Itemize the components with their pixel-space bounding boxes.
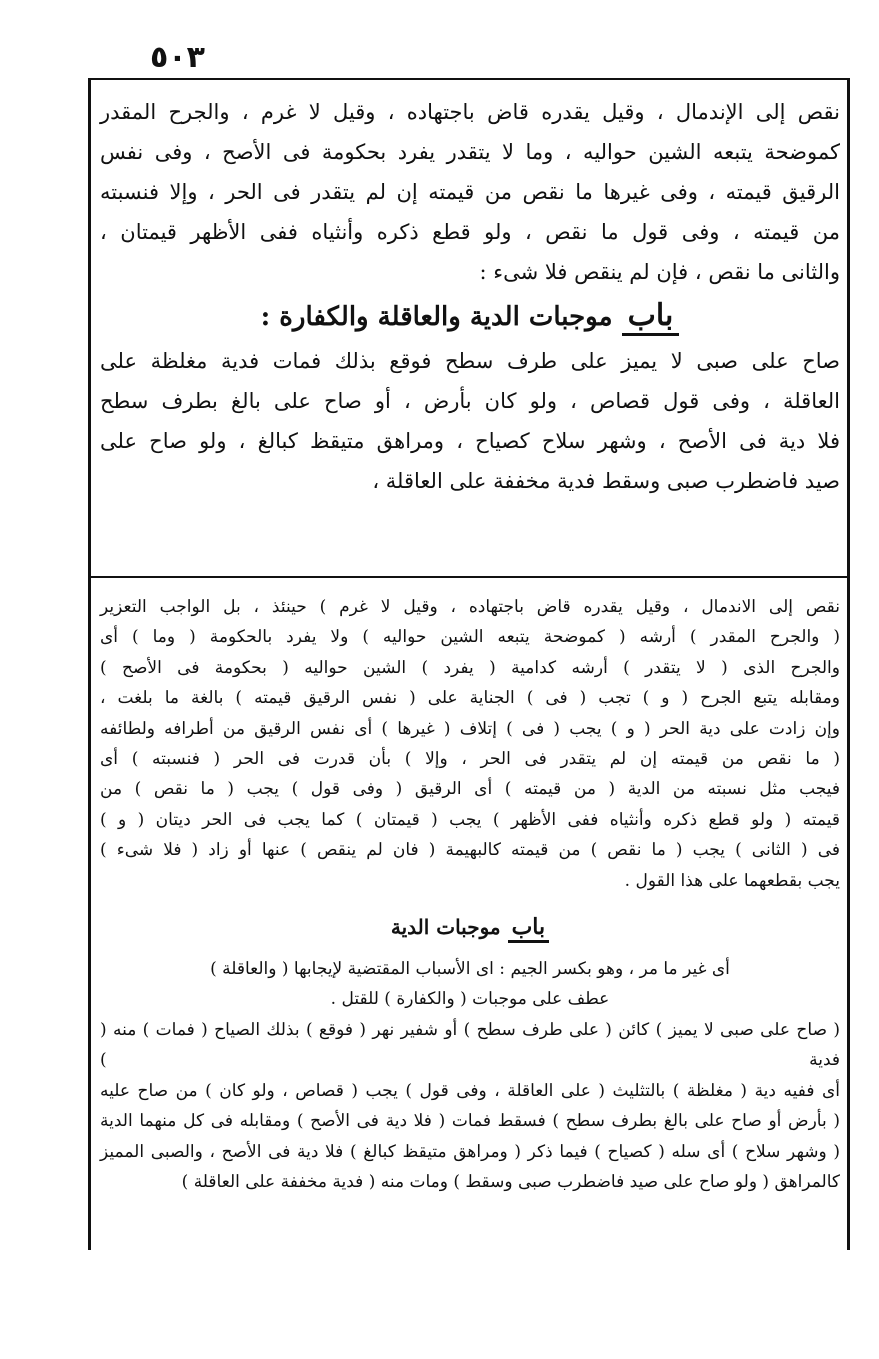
matn-line: فلا دية فى الأصح ، وشهر سلاح كصياح ، ومراهق متيقظ كبالغ ، ولو صاح على: [100, 429, 840, 453]
matn-line: صاح على صبى لا يميز على طرف سطح فوقع بذلك فمات فدية مغلظة على: [100, 349, 840, 373]
commentary-chapter-title: موجبات الدية: [390, 915, 501, 940]
matn-line: والثانى ما نقص ، فإن لم ينقص فلا شىء :: [479, 260, 840, 284]
sharh-line: ( بأرض أو صاح على بالغ بطرف سطح ) فسقط فمات ( فلا دية فى الأصح ) ومقابله فى كل منهما الدية: [100, 1111, 840, 1132]
sharh-line: وإن زادت على دية الحر ( و ) يجب ( فى ) إتلاف ( غيرها ) أى نفس الرقيق من أطرافه ولطائفه: [100, 718, 840, 739]
commentary-text: [100, 592, 840, 1197]
sharh-line: ومقابله يتبع الجرح ( و ) تجب ( فى ) الجناية على ( نفس الرقيق قيمته ) بالغة ما بلغت ،: [100, 688, 840, 709]
main-text: [100, 92, 840, 501]
sharh-line: ( صاح على صبى لا يميز ) كائن ( على طرف سطح ) أو شفير نهر ( فوقع ) بذلك الصياح ( فمات ) منه ( فدية ): [100, 1019, 840, 1071]
sharh-line: كالمراهق ( ولو صاح على صيد فاضطرب صبى وسقط ) ومات منه ( فدية مخففة على العاقلة ): [181, 1171, 840, 1192]
chapter-heading: [100, 292, 840, 341]
matn-line: الرقيق قيمته ، وفى غيرها ما نقص من قيمته إن لم يتقدر فى الحر ، وإلا فنسبته: [100, 180, 840, 204]
sharh-line: قيمته ( ولو قطع ذكره وأنثياه ففى الأظهر ) يجب ( قيمتان ) كما يجب فى الحر ديتان ( و ): [100, 809, 840, 830]
sharh-line: ( والجرح المقدر ) أرشه ( كموضحة يتبعه الشين حواليه ) ولا يفرد بالحكومة ( وما ) أى: [100, 627, 840, 648]
sharh-line: يجب بقطعهما على هذا القول .: [624, 870, 840, 891]
matn-line: صيد فاضطرب صبى وسقط فدية مخففة على العاقلة ،: [372, 469, 840, 493]
sharh-line: نقص إلى الاندمال ، وقيل يقدره قاض باجتهاده ، وقيل لا غرم ) حينئذ ، بل الواجب التعزير: [100, 597, 840, 617]
chapter-title: موجبات الدية والعاقلة والكفارة :: [260, 302, 613, 332]
section-divider: [90, 576, 848, 578]
page-number: ٥٠٣: [150, 40, 205, 75]
matn-line: من قيمته ، وفى قول ما نقص ، ولو قطع ذكره وأنثياه ففى الأظهر قيمتان ،: [100, 220, 840, 244]
sharh-line: عطف على موجبات ( والكفارة ) للقتل .: [330, 989, 610, 1010]
commentary-chapter-heading: [100, 910, 840, 944]
sharh-line: فيجب مثل نسبته من الدية ( من قيمته ) أى الرقيق ( وفى قول ) يجب ( ما نقص ) من: [100, 779, 840, 800]
sharh-line: ( ما نقص من قيمته إن لم يتقدر فى الحر ، وإلا ) بأن قدرت فى الحر ( فنسبته ) أى: [100, 749, 840, 770]
matn-line: العاقلة ، وفى قول قصاص ، ولو كان بأرض ، أو صاح على بالغ بطرف سطح: [100, 389, 840, 413]
sharh-line: أى غير ما مر ، وهو بكسر الجيم : اى الأسباب المقتضية لإيجابها ( والعاقلة ): [210, 959, 730, 980]
matn-line: كموضحة يتبعه الشين حواليه ، وما لا يتقدر يفرد بحكومة فى الأصح ، وفى نفس: [100, 140, 840, 164]
sharh-line: أى ففيه دية ( مغلظة ) بالتثليث ( على العاقلة ، وفى قول ) يجب ( قصاص ، ولو كان ) من صاح عليه: [100, 1080, 840, 1101]
commentary-chapter-label: باب: [508, 914, 550, 943]
chapter-label: باب: [622, 298, 680, 336]
sharh-line: والجرح الذى ( لا يتقدر ) أرشه كدامية ( يفرد ) الشين حواليه ( بحكومة فى الأصح ): [100, 657, 840, 678]
matn-line: نقص إلى الإندمال ، وقيل يقدره قاض باجتهاده ، وقيل لا غرم ، والجرح المقدر: [100, 100, 840, 124]
sharh-line: ( وشهر سلاح ) أى سله ( كصياح ) فيما ذكر ( ومراهق متيقظ كبالغ ) فلا دية فى الأصح ، والصبى المميز: [100, 1141, 840, 1162]
sharh-line: فى ( الثانى ) يجب ( ما نقص ) من قيمته كالبهيمة ( فان لم ينقص ) عنها أو زاد ( فلا شىء ): [100, 840, 840, 861]
